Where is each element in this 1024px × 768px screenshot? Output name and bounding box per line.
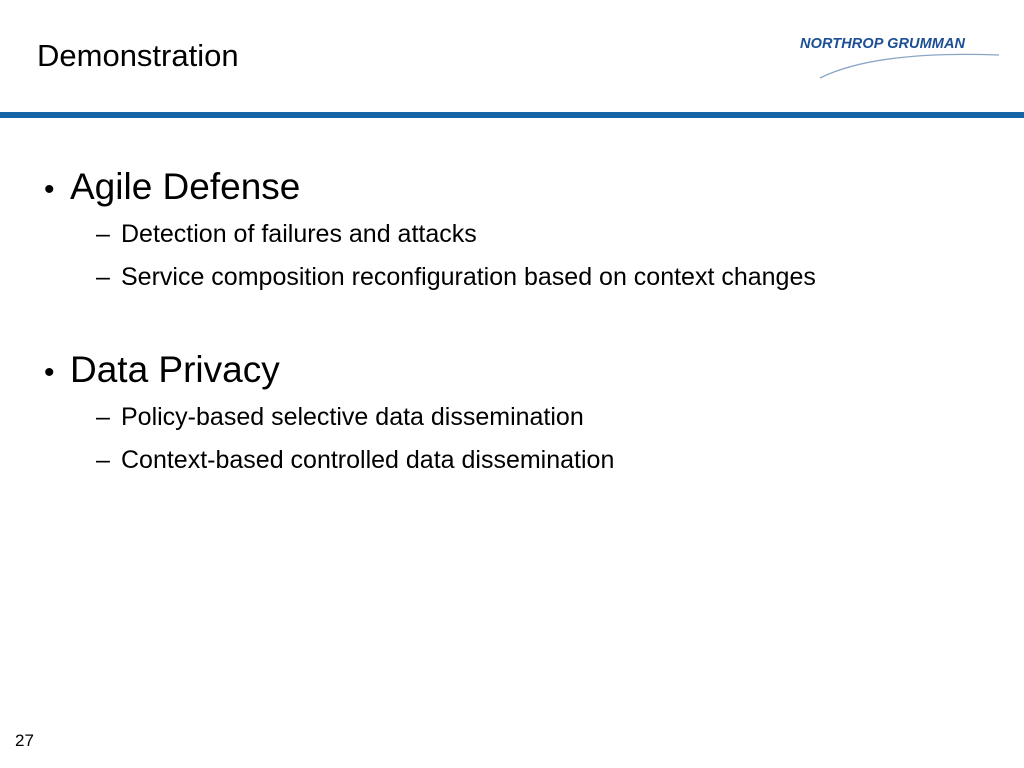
sub-bullet-text: Service composition reconfiguration based on context changes <box>121 263 816 291</box>
dash-icon: – <box>96 263 110 291</box>
dash-icon: – <box>96 403 110 431</box>
northrop-grumman-logo <box>796 34 1002 82</box>
dash-icon: – <box>96 220 110 248</box>
bullet-item <box>44 347 1004 396</box>
title-rule <box>0 112 1024 118</box>
page-number: 27 <box>15 731 34 750</box>
bullet-icon: • <box>44 173 55 206</box>
sub-bullet-text: Context-based controlled data dissemination <box>121 446 615 474</box>
slide-body <box>44 164 1004 482</box>
bullet-group-agile-defense <box>44 164 1004 299</box>
logo-wordmark: NORTHROP GRUMMAN <box>800 36 966 52</box>
bullet-text: Agile Defense <box>70 166 301 207</box>
sub-bullet-item <box>96 256 1004 299</box>
bullet-icon: • <box>44 356 55 389</box>
sub-bullet-text: Policy-based selective data dissemination <box>121 403 584 431</box>
sub-bullet-item <box>96 439 1004 482</box>
sub-bullet-item <box>96 213 1004 256</box>
bullet-text: Data Privacy <box>70 349 280 390</box>
dash-icon: – <box>96 446 110 474</box>
sub-bullet-text: Detection of failures and attacks <box>121 220 477 248</box>
bullet-group-data-privacy <box>44 347 1004 482</box>
sub-bullet-item <box>96 396 1004 439</box>
bullet-item <box>44 164 1004 213</box>
slide-title: Demonstration <box>37 38 239 73</box>
